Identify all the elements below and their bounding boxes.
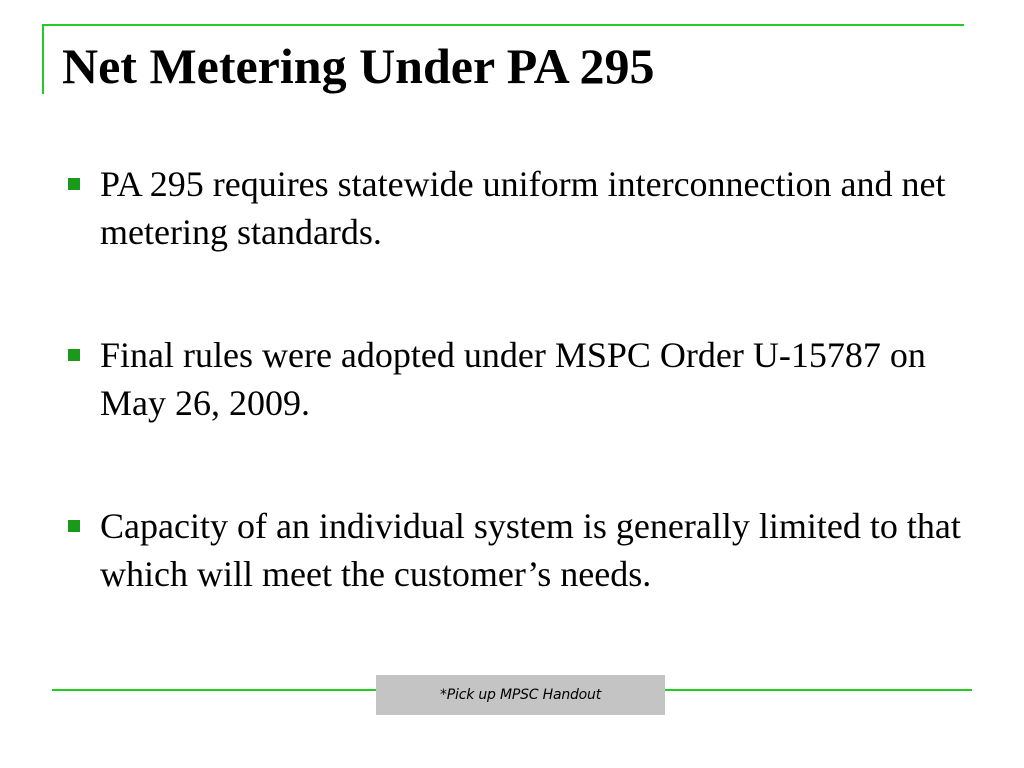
bullet-item xyxy=(62,502,962,598)
bullet-text: PA 295 requires statewide uniform interconnection and net metering standards. xyxy=(100,164,946,252)
top-divider-line xyxy=(42,24,964,26)
left-accent-line xyxy=(42,24,44,94)
bullet-item xyxy=(62,160,962,256)
square-bullet-icon xyxy=(68,349,80,361)
slide-title: Net Metering Under PA 295 xyxy=(62,38,655,94)
square-bullet-icon xyxy=(68,520,80,532)
bullet-text: Capacity of an individual system is generally limited to that which will meet the customer’s needs. xyxy=(100,506,961,594)
square-bullet-icon xyxy=(68,178,80,190)
footer-note: *Pick up MPSC Handout xyxy=(439,687,602,703)
bullet-item xyxy=(62,331,962,427)
bullet-text: Final rules were adopted under MSPC Order U-15787 on May 26, 2009. xyxy=(100,335,926,423)
footer-note-box xyxy=(376,675,665,715)
bullet-list xyxy=(62,160,962,598)
